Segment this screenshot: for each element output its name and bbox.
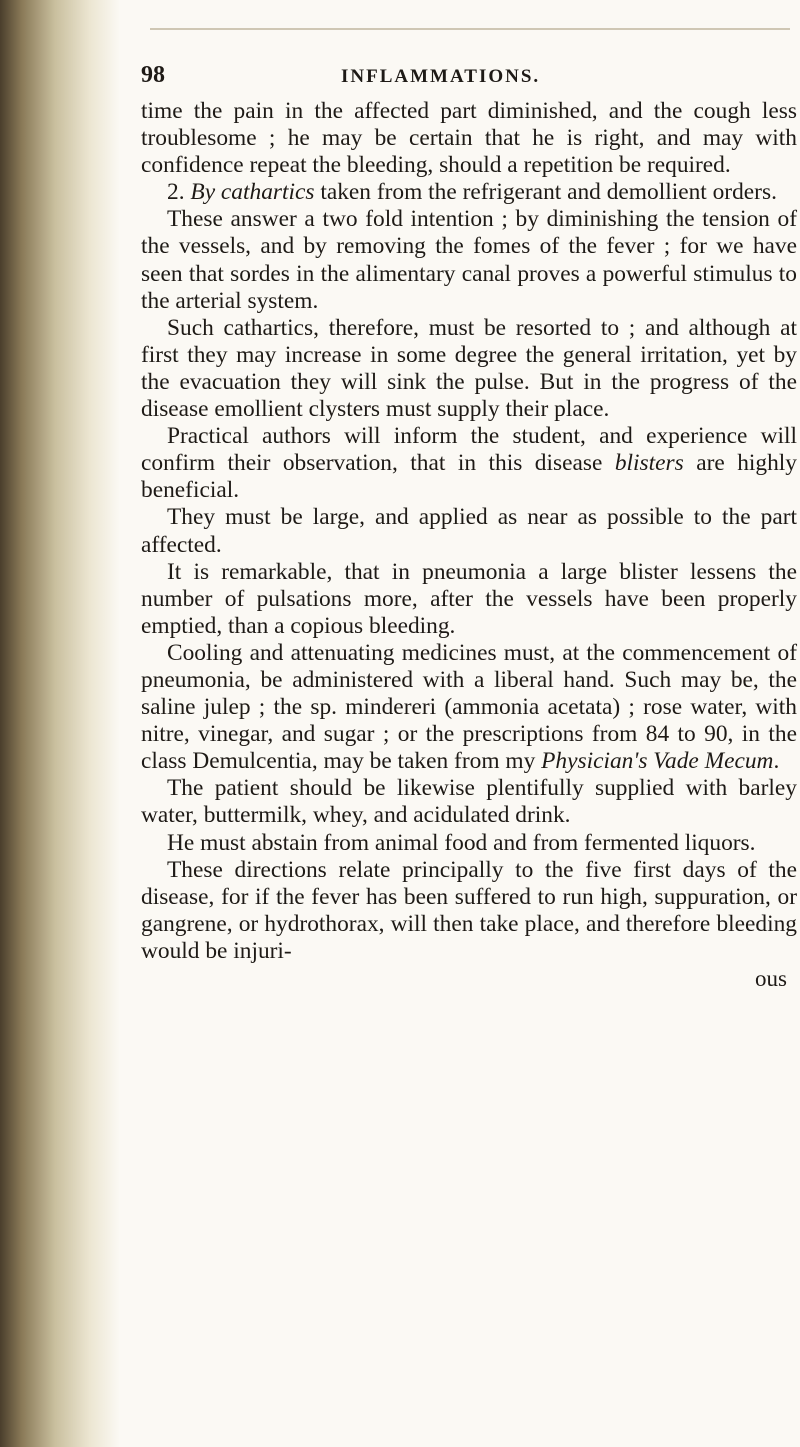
paragraph: These directions relate principally to the five first days of the disease, for if the fever has been suffered to run high, suppuration, or gangrene, or hydrothorax, will then take place, and therefore bleeding would be injuri- xyxy=(141,856,797,964)
paragraph: He must abstain from animal food and from fermented liquors. xyxy=(167,829,756,856)
body-text xyxy=(141,98,797,992)
paragraph-text: Cooling and attenuating medicines must, at the commencement of pneumonia, be administered with a liberal hand. Such may be, the saline julep ; the sp. mindereri (ammonia acetata) ; rose water, with nitre, vinegar, and sugar ; or the prescriptions from 84 to 90, in the class Demulcentia, may be taken from my xyxy=(141,639,797,775)
paragraph: They must be large, and applied as near as possible to the part affected. xyxy=(141,504,797,558)
page-top-edge xyxy=(150,28,790,30)
paragraph-text: Practical authors will inform the student, and experience will confirm their observation, that in this disease xyxy=(141,423,797,477)
book-binding-shadow xyxy=(0,0,120,1447)
paragraph: Such cathartics, therefore, must be resorted to ; and although at first they may increase in some degree the general irritation, yet by the evacuation they will sink the pulse. But in the progress of the disease emollient clysters must supply their place. xyxy=(141,314,797,423)
paragraph-text: are highly beneficial. xyxy=(141,450,797,504)
paragraph-cooling xyxy=(141,640,797,775)
paragraph-cathartics xyxy=(141,179,797,206)
italic-phrase: Physician's Vade Mecum xyxy=(541,748,774,775)
paragraph-text: . xyxy=(773,748,780,775)
paragraph-blisters xyxy=(141,423,797,504)
paragraph-continuation: time the pain in the affected part diminished, and the cough less troublesome ; he may be certain that he is right, and may with confidence repeat the bleeding, should a repetition be required. xyxy=(141,98,797,179)
book-page xyxy=(141,62,797,992)
paragraph-text: taken from the refrigerant and demollient orders. xyxy=(314,179,777,206)
page-number: 98 xyxy=(141,62,165,88)
paragraph: It is remarkable, that in pneumonia a large blister lessens the number of pulsations more, after the vessels have been properly emptied, than a copious bleeding. xyxy=(141,558,797,639)
italic-phrase: blisters xyxy=(614,450,684,477)
paragraph: These answer a two fold intention ; by diminishing the tension of the vessels, and by removing the fomes of the fever ; for we have seen that sordes in the alimentary canal proves a powerful stimulus to the arterial system. xyxy=(141,206,797,314)
italic-phrase: By cathartics xyxy=(190,179,315,206)
paragraph: The patient should be likewise plentifully supplied with barley water, buttermilk, whey, and acidulated drink. xyxy=(141,775,797,829)
catchword: ous xyxy=(755,966,787,991)
running-head xyxy=(141,62,797,98)
item-number: 2. xyxy=(167,179,185,206)
running-title: INFLAMMATIONS. xyxy=(341,66,541,87)
